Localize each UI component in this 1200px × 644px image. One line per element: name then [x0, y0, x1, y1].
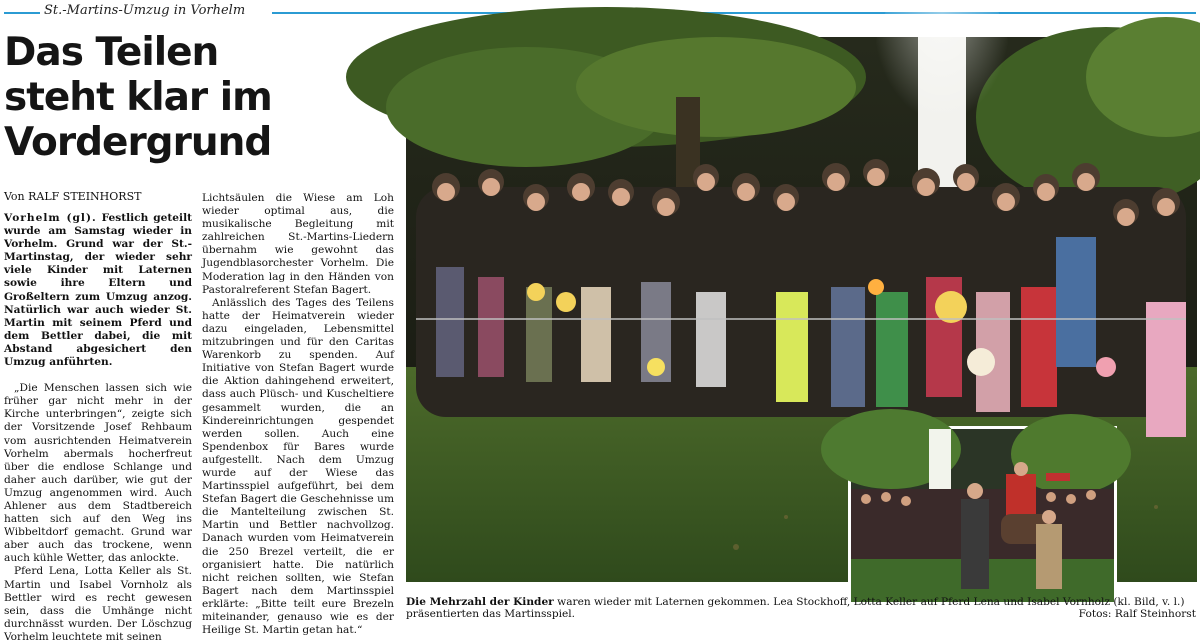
article-paragraph-4: Anlässlich des Tages des Teilens hatte der Heimatverein wieder dazu eingeladen, Lebensmittel mitzubringen und für den Caritas Warenkorb zu spenden. Auf Initiative von Stefan Bagert wurde die Aktion dahingehend erweitert, dass auch Plüsch- und Kuscheltiere gesammelt wurden, die an Kindereinrichtungen gespendet werden sollen. Auch eine Spendenbox für Bares wurde aufgestellt. Nach dem Umzug wurde auf der Wiese das Martinsspiel aufgeführt, bei dem Stefan Bagert die Geschehnisse um die Mantelteilung zwischen St. Martin und Bettler nachvollzog. Danach wurden vom Heimatverein die 250 Brezel verteilt, die er organisiert hatte. Die natürlich nicht reichen sollten, wie Stefan Bagert nach dem Martinsspiel erklärte: „Bitte teilt eure Brezeln miteinander, genauso wie es der Heilige St. Martin getan hat.“	[202, 296, 394, 637]
byline: Von RALF STEINHORST	[4, 190, 142, 203]
article-lead-text: Festlich geteilt wurde am Samstag wieder in Vorhelm. Grund war der St.-Martinstag, der wieder sehr viele Kinder mit Laternen sowie ihre Eltern und Großeltern zum Umzug anzog. Natürlich war auch wieder St. Martin mit seinem Pferd und dem Bettler dabei, die mit Abstand abgesichert den Umzug anführten.	[4, 212, 192, 369]
article-paragraph-1: „Die Menschen lassen sich wie früher gar nicht mehr in der Kirche unterbringen“, zeigte sich der Vorsitzende Josef Rehbaum vom ausrichtenden Heimatverein Vorhelm abermals hocherfreut über die endlose Schlange und daher auch darüber, wie gut der Umzug angenommen wird. Auch Ahlener aus dem Stadtbereich hatten sich auf den Weg ins Wibbeltdorf gemacht. Grund war aber auch das trockene, wenn auch kühle Wetter, das anlockte.	[4, 382, 192, 565]
article-paragraph-3: Lichtsäulen die Wiese am Loh wieder optimal aus, die musikalische Begleitung mit zahlreichen St.-Martins-Liedern übernahm wie gewohnt das Jugendblasorchester Vorhelm. Die Moderation lag in den Händen von Pastoralreferent Stefan Bagert.	[202, 192, 394, 296]
photo-caption-bold: Die Mehrzahl der Kinder	[406, 596, 554, 608]
headline-line-3: Vordergrund	[4, 120, 272, 165]
photo-credit: Fotos: Ralf Steinhorst	[1078, 608, 1196, 620]
kicker-rule-right	[272, 12, 1196, 14]
article-paragraph-2: Pferd Lena, Lotta Keller als St. Martin und Isabel Vornholz als Bettler wird es recht gewesen sein, dass die Umhänge nicht durchnässt wurden. Der Löschzug Vorhelm leuchtete mit seinen	[4, 565, 192, 643]
photo-caption-text: waren wieder mit Laternen gekommen. Lea Stockhoff, Lotta Keller auf Pferd Lena und Isabel Vornholz (kl. Bild, v. l.) präsentierten das Martinsspiel.	[406, 596, 1185, 620]
inset-photo-image	[851, 429, 1114, 602]
headline	[4, 30, 399, 165]
inset-photo	[848, 426, 1117, 605]
main-photo	[406, 37, 1197, 582]
headline-line-1: Das Teilen	[4, 30, 219, 75]
kicker-rule-left	[4, 12, 40, 14]
article-lead	[4, 212, 192, 369]
article-dateline: Vorhelm (gl).	[4, 212, 97, 224]
kicker: St.-Martins-Umzug in Vorhelm	[44, 3, 246, 18]
article-column-1	[4, 212, 192, 644]
headline-line-2: steht klar im	[4, 75, 272, 120]
article-column-2	[202, 192, 394, 637]
